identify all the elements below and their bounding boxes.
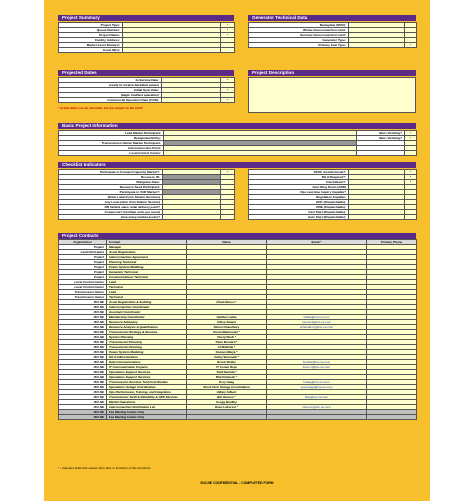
- contact-role: Transmission Services Technical Studies: [107, 380, 187, 385]
- contact-organization: Project: [59, 245, 107, 250]
- contact-role: Interconnection Distribution List: [107, 405, 187, 410]
- contact-name[interactable]: Kevin Mankouski *: [187, 330, 267, 335]
- required-marker: *: [221, 98, 235, 103]
- contact-organization: ISO-NE: [59, 390, 107, 395]
- contact-organization: ISO-NE: [59, 320, 107, 325]
- check-label: DR behind same retail delivery point?: [59, 205, 163, 210]
- check-label: DNE (Dispatchable):: [249, 205, 349, 210]
- contact-email[interactable]: fkay@iso-ne.com: [267, 395, 367, 400]
- checklist-header: Checklist Indicators: [58, 162, 416, 168]
- contact-organization: ISO-NE: [59, 315, 107, 320]
- check-label: Auto Ring Down (ARD): [249, 185, 349, 190]
- new-existing-option: [357, 151, 405, 156]
- basic-info-header: Basic Project Information: [58, 123, 416, 129]
- check-label: Resource ID:: [59, 175, 163, 180]
- contact-organization: ISO-NE: [59, 360, 107, 365]
- contact-role: Manager: [107, 245, 187, 250]
- field-label: Designated Entity:: [59, 136, 164, 141]
- check-label: Regulation Capable:: [249, 195, 349, 200]
- projected-dates-table: [58, 77, 235, 103]
- new-existing-option[interactable]: New / Existing?: [357, 131, 405, 136]
- contact-name[interactable]: Al McBride *: [187, 345, 267, 350]
- contact-organization: Project: [59, 255, 107, 260]
- required-marker: *: [405, 131, 417, 136]
- contact-organization: ISO-NE: [59, 400, 107, 405]
- field-label: Project Type:: [59, 23, 123, 28]
- contact-role: Transmission Planning: [107, 345, 187, 350]
- contact-name[interactable]: Dean LaForest *: [187, 405, 267, 410]
- contact-role: Operations Outage Coordination: [107, 385, 187, 390]
- contact-email[interactable]: [267, 415, 367, 420]
- contact-email[interactable]: khaag@iso-ne.com: [267, 380, 367, 385]
- field-label: (ready to receive backfeed power): [59, 83, 162, 88]
- contact-organization: ISO-NE: [59, 330, 107, 335]
- contact-role: Technical: [107, 295, 187, 300]
- contact-role: Planning Technical: [107, 260, 187, 265]
- contact-name[interactable]: Simmi Chaudhury: [187, 325, 267, 330]
- contact-name[interactable]: Cathy Simonelli *: [187, 355, 267, 360]
- check-label: FERC Jurisdictional?:: [249, 170, 349, 175]
- contact-role: Transmission Planning: [107, 340, 187, 345]
- contact-email[interactable]: hlatka@iso-ne.com: [267, 315, 367, 320]
- contact-email[interactable]: intercon@iso-ne.com: [267, 405, 367, 410]
- contact-name[interactable]: Rita Doubeck *: [187, 375, 267, 380]
- field-label: Facility Address:: [59, 38, 123, 43]
- contact-role: Interconnection Agreement: [107, 255, 187, 260]
- contact-role: Power System Modeling: [107, 265, 187, 270]
- table-row: [249, 43, 417, 48]
- contact-name[interactable]: Short-Term Outage Coordination: [187, 385, 267, 390]
- required-marker: [221, 48, 235, 53]
- contact-role: Market Operations: [107, 400, 187, 405]
- contact-email[interactable]: rnunnink@iso-ne.com: [267, 320, 367, 325]
- contact-organization: Lead Participant: [59, 250, 107, 255]
- required-marker: *: [221, 33, 235, 38]
- contact-name[interactable]: Osman Blleya *: [187, 350, 267, 355]
- contact-role: Generator Technical: [107, 270, 187, 275]
- new-existing-option[interactable]: New / Existing?: [357, 136, 405, 141]
- field-value[interactable]: [349, 43, 405, 48]
- table-row: [59, 48, 235, 53]
- form-page: [44, 0, 430, 501]
- check-label: EDC (Dispatchable):: [249, 200, 349, 205]
- contact-role: Resource Adequacy: [107, 320, 187, 325]
- required-marker: [405, 151, 417, 156]
- table-row: [59, 151, 417, 156]
- contact-role: Fax Meeting Invites Only: [107, 410, 187, 415]
- required-marker: [405, 215, 417, 220]
- check-value[interactable]: [349, 215, 405, 220]
- contact-organization: Project: [59, 270, 107, 275]
- table-row: [59, 98, 235, 103]
- contact-name[interactable]: Brock Nobile: [187, 360, 267, 365]
- contact-name[interactable]: Peter Bernard *: [187, 340, 267, 345]
- footer-confidential: ISO-NE CONFIDENTIAL - COMPLETED FORM: [200, 481, 274, 485]
- table-row: [249, 215, 417, 220]
- required-marker: *: [405, 170, 417, 175]
- contact-organization: ISO-NE: [59, 365, 107, 370]
- contact-role: Lead: [107, 280, 187, 285]
- contact-organization: ISO-NE: [59, 325, 107, 330]
- field-value[interactable]: [123, 48, 221, 53]
- contact-organization: ISO-NE: [59, 380, 107, 385]
- contact-role: Data Communications: [107, 360, 187, 365]
- check-label: Ops real-time Inquiry Capable?: [249, 190, 349, 195]
- projected-dates-header: Projected Dates: [58, 70, 234, 76]
- contact-organization: Transmission Owner: [59, 295, 107, 300]
- column-header-org: Organization: [59, 240, 107, 245]
- contact-role: Power System Modeling: [107, 350, 187, 355]
- contact-name[interactable]: Gregg Bradley: [187, 400, 267, 405]
- check-label: Any Load (other than Station Service): [59, 200, 163, 205]
- contact-name[interactable]: Vlad Nechita *: [187, 370, 267, 375]
- check-label: Resource Seed Participant:: [59, 185, 163, 190]
- check-label: Composite? (multiple units per asset): [59, 210, 163, 215]
- check-label: Obligation Date:: [59, 180, 163, 185]
- project-description-field[interactable]: [248, 77, 416, 113]
- checklist-right-table: [248, 169, 417, 220]
- date-value[interactable]: [162, 98, 221, 103]
- field-label: Nameplate (MVA):: [249, 23, 349, 28]
- field-label: Summer Interconnection Limit:: [249, 33, 349, 38]
- field-label: Asset ID(s):: [59, 48, 123, 53]
- contact-role: Technical: [107, 285, 187, 290]
- required-marker: *: [221, 28, 235, 33]
- field-label: Lead Market Participant:: [59, 131, 164, 136]
- contact-organization: ISO-NE: [59, 345, 107, 350]
- contact-name[interactable]: Kory Haag: [187, 380, 267, 385]
- field-value[interactable]: [164, 151, 357, 156]
- required-marker: *: [405, 175, 417, 180]
- contact-organization: Transmission Owner: [59, 290, 107, 295]
- contact-name[interactable]: IT Comm Dept: [187, 365, 267, 370]
- required-marker: *: [405, 43, 417, 48]
- field-label: Interconnection Point:: [59, 146, 164, 151]
- field-label: Market Asset Name(s):: [59, 43, 123, 48]
- check-label: Participate in VAR Market?:: [59, 190, 163, 195]
- contact-organization: ISO-NE: [59, 370, 107, 375]
- required-marker: *: [221, 170, 235, 175]
- contact-organization: Project: [59, 275, 107, 280]
- contact-name[interactable]: Heather Latka: [187, 315, 267, 320]
- contact-role: Fax Meeting Invites Only: [107, 415, 187, 420]
- footnote: * - Indicates fields that impact other tabs or functions of this workbook.: [58, 466, 152, 470]
- column-header-name: Name: [187, 240, 267, 245]
- required-marker: *: [405, 136, 417, 141]
- contact-email[interactable]: schaudhury@iso-ne.com: [267, 325, 367, 330]
- field-label: In-Service Date:: [59, 78, 162, 83]
- field-label: Transmission Owner Market Participant:: [59, 141, 164, 146]
- contact-role: Resource Analysis & Qualification: [107, 325, 187, 330]
- contact-role: NX-9 Administration: [107, 355, 187, 360]
- project-description-header: Project Description: [248, 70, 416, 76]
- generator-data-table: [248, 22, 417, 48]
- contact-name[interactable]: Volise Swartz: [187, 320, 267, 325]
- project-summary-table: [58, 22, 235, 53]
- contacts-table: [58, 239, 417, 420]
- field-label: Winter Interconnection Limit:: [249, 28, 349, 33]
- field-label: Commercial Operation Date (COD):: [59, 98, 162, 103]
- contact-role: Membership Coordinator: [107, 315, 187, 320]
- generator-data-header: Generator Technical Data: [248, 15, 416, 21]
- required-marker: *: [405, 180, 417, 185]
- required-marker: *: [221, 78, 235, 83]
- check-label: Intermittent?:: [249, 180, 349, 185]
- contact-organization: ISO-NE: [59, 300, 107, 305]
- checklist-left-table: [58, 169, 235, 220]
- contact-name[interactable]: Bill Henson *: [187, 395, 267, 400]
- contact-organization: ISO-NE: [59, 415, 107, 420]
- contact-organization: ISO-NE: [59, 385, 107, 390]
- contact-role: Transmission Tariff & Reliability & OPS Services: [107, 395, 187, 400]
- column-header-phone: Primary Phone: [367, 240, 417, 245]
- required-marker: *: [221, 88, 235, 93]
- contact-role: System Planning: [107, 335, 187, 340]
- basic-info-table: [58, 130, 417, 156]
- table-row: [59, 215, 235, 220]
- contact-role: Asset Registration & Auditing: [107, 300, 187, 305]
- contact-role: IT Communication Projects: [107, 365, 187, 370]
- check-label: How many market assets?: [59, 215, 163, 220]
- contact-role: Operations Support Services: [107, 375, 187, 380]
- check-label: Fast Start (Dispatchable):: [249, 210, 349, 215]
- contact-role: Ops Performance, Training, and Integration: [107, 390, 187, 395]
- contact-organization: ISO-NE: [59, 395, 107, 400]
- project-summary-header: Project Summary: [58, 15, 234, 21]
- contact-role: Transmission Strategy & Services: [107, 330, 187, 335]
- required-marker: [221, 215, 235, 220]
- contact-name[interactable]: [187, 415, 267, 420]
- check-label: (Enter Label From Station Services): [59, 195, 163, 200]
- contact-organization: ISO-NE: [59, 410, 107, 415]
- field-label: Initial Sync Date:: [59, 88, 162, 93]
- contacts-header: Project Contacts: [58, 233, 416, 239]
- contact-email[interactable]: itcomm@iso-ne.com: [267, 365, 367, 370]
- contact-organization: ISO-NE: [59, 310, 107, 315]
- contact-organization: ISO-NE: [59, 335, 107, 340]
- contact-organization: Local Control Center: [59, 280, 107, 285]
- contact-email[interactable]: opsoutage@iso-ne.com: [267, 385, 367, 390]
- contact-role: Operations Support Services: [107, 370, 187, 375]
- column-header-contact: Contact: [107, 240, 187, 245]
- dates-note: * Actual dates can be extended, but are subject to the Tariff: [58, 106, 143, 110]
- column-header-email: Email *: [267, 240, 367, 245]
- check-label: Participate in Forward Capacity Market?:: [59, 170, 163, 175]
- contact-organization: Project: [59, 265, 107, 270]
- field-label: Local Control Center:: [59, 151, 164, 156]
- contact-organization: Local Control Center: [59, 285, 107, 290]
- contact-organization: ISO-NE: [59, 340, 107, 345]
- contact-role: Interconnection Coordinator: [107, 305, 187, 310]
- contact-phone[interactable]: [367, 415, 417, 420]
- contact-organization: ISO-NE: [59, 305, 107, 310]
- contact-name[interactable]: Hillary Gilbert: [187, 390, 267, 395]
- contact-organization: Project: [59, 260, 107, 265]
- contact-role: Communications Technical: [107, 275, 187, 280]
- contact-role: Lead: [107, 290, 187, 295]
- required-marker: *: [221, 23, 235, 28]
- check-label: Auto Start (Dispatchable):: [249, 215, 349, 220]
- field-label: Queue Number:: [59, 28, 123, 33]
- contact-name[interactable]: Chad Nelson *: [187, 300, 267, 305]
- contact-organization: ISO-NE: [59, 355, 107, 360]
- field-label: Project Name:: [59, 33, 123, 38]
- contact-role: Asset Registration: [107, 250, 187, 255]
- check-value[interactable]: [163, 215, 221, 220]
- contact-organization: ISO-NE: [59, 350, 107, 355]
- contact-row: [59, 415, 417, 420]
- contact-name[interactable]: Cheryl Rodi *: [187, 335, 267, 340]
- field-label: Generator Type:: [249, 38, 349, 43]
- contact-email[interactable]: bnobile@iso-ne.com: [267, 360, 367, 365]
- check-label: NX-9 Required?:: [249, 175, 349, 180]
- contact-organization: ISO-NE: [59, 405, 107, 410]
- field-label: Primary Fuel Type:: [249, 43, 349, 48]
- contact-role: Assistant Coordinator: [107, 310, 187, 315]
- contact-organization: ISO-NE: [59, 375, 107, 380]
- field-label: (begin trial/test operation): [59, 93, 162, 98]
